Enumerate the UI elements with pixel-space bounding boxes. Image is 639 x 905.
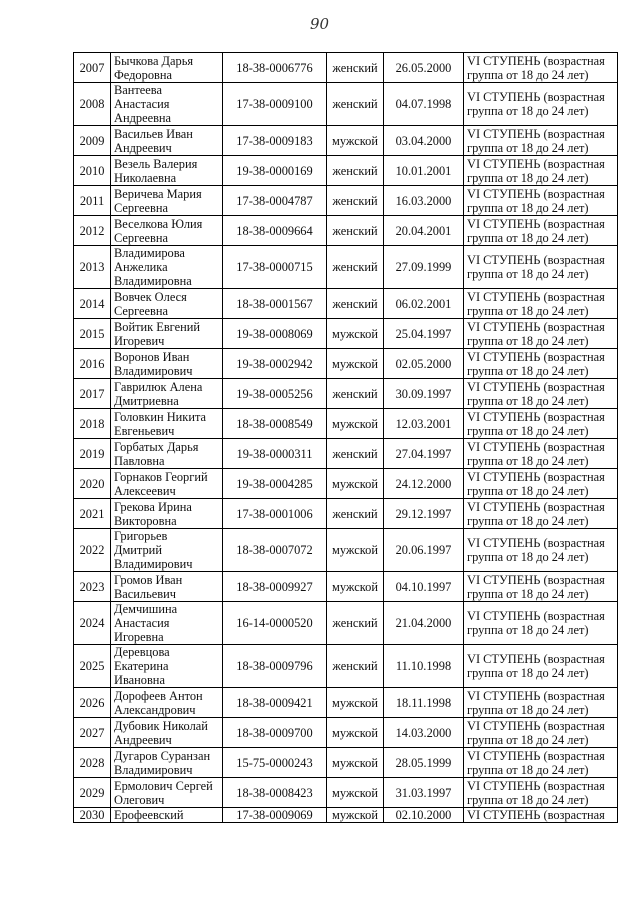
birth-date: 27.09.1999 — [384, 246, 464, 289]
sex-value: мужской — [327, 808, 384, 823]
row-number: 2018 — [74, 409, 111, 439]
level-value: VI СТУПЕНЬ (возрастная группа от 18 до 24 лет) — [464, 83, 618, 126]
level-value: VI СТУПЕНЬ (возрастная группа от 18 до 24 лет) — [464, 379, 618, 409]
sex-value: женский — [327, 83, 384, 126]
record-id: 18-38-0001567 — [223, 289, 327, 319]
sex-value: женский — [327, 216, 384, 246]
sex-value: женский — [327, 645, 384, 688]
person-name: Вовчек Олеся Сергеевна — [111, 289, 223, 319]
birth-date: 04.07.1998 — [384, 83, 464, 126]
birth-date: 29.12.1997 — [384, 499, 464, 529]
person-name: Воронов Иван Владимирович — [111, 349, 223, 379]
table-row — [74, 246, 618, 289]
person-name: Гаврилюк Алена Дмитриевна — [111, 379, 223, 409]
level-value: VI СТУПЕНЬ (возрастная группа от 18 до 24 лет) — [464, 216, 618, 246]
person-name: Грекова Ирина Викторовна — [111, 499, 223, 529]
birth-date: 06.02.2001 — [384, 289, 464, 319]
birth-date: 21.04.2000 — [384, 602, 464, 645]
sex-value: женский — [327, 156, 384, 186]
birth-date: 18.11.1998 — [384, 688, 464, 718]
table-row — [74, 289, 618, 319]
record-id: 19-38-0000169 — [223, 156, 327, 186]
birth-date: 24.12.2000 — [384, 469, 464, 499]
level-value: VI СТУПЕНЬ (возрастная группа от 18 до 24 лет) — [464, 688, 618, 718]
sex-value: женский — [327, 186, 384, 216]
person-name: Дубовик Николай Андреевич — [111, 718, 223, 748]
birth-date: 31.03.1997 — [384, 778, 464, 808]
level-value: VI СТУПЕНЬ (возрастная — [464, 808, 618, 823]
level-value: VI СТУПЕНЬ (возрастная группа от 18 до 24 лет) — [464, 156, 618, 186]
record-id: 18-38-0009796 — [223, 645, 327, 688]
record-id: 17-38-0009183 — [223, 126, 327, 156]
row-number: 2025 — [74, 645, 111, 688]
row-number: 2021 — [74, 499, 111, 529]
record-id: 17-38-0009069 — [223, 808, 327, 823]
record-id: 15-75-0000243 — [223, 748, 327, 778]
table-row — [74, 778, 618, 808]
birth-date: 20.04.2001 — [384, 216, 464, 246]
table-row — [74, 602, 618, 645]
sex-value: женский — [327, 439, 384, 469]
birth-date: 10.01.2001 — [384, 156, 464, 186]
table-row — [74, 319, 618, 349]
sex-value: женский — [327, 602, 384, 645]
person-name: Веричева Мария Сергеевна — [111, 186, 223, 216]
sex-value: мужской — [327, 469, 384, 499]
row-number: 2022 — [74, 529, 111, 572]
record-id: 18-38-0007072 — [223, 529, 327, 572]
record-id: 18-38-0009664 — [223, 216, 327, 246]
record-id: 18-38-0008549 — [223, 409, 327, 439]
row-number: 2026 — [74, 688, 111, 718]
level-value: VI СТУПЕНЬ (возрастная группа от 18 до 24 лет) — [464, 748, 618, 778]
birth-date: 25.04.1997 — [384, 319, 464, 349]
table-row — [74, 645, 618, 688]
birth-date: 16.03.2000 — [384, 186, 464, 216]
person-name: Веселкова Юлия Сергеевна — [111, 216, 223, 246]
level-value: VI СТУПЕНЬ (возрастная группа от 18 до 24 лет) — [464, 349, 618, 379]
row-number: 2029 — [74, 778, 111, 808]
person-name: Горнаков Георгий Алексеевич — [111, 469, 223, 499]
person-name: Деревцова Екатерина Ивановна — [111, 645, 223, 688]
table-row — [74, 126, 618, 156]
level-value: VI СТУПЕНЬ (возрастная группа от 18 до 24 лет) — [464, 778, 618, 808]
record-id: 17-38-0009100 — [223, 83, 327, 126]
table-row — [74, 499, 618, 529]
sex-value: женский — [327, 499, 384, 529]
level-value: VI СТУПЕНЬ (возрастная группа от 18 до 24 лет) — [464, 499, 618, 529]
level-value: VI СТУПЕНЬ (возрастная группа от 18 до 24 лет) — [464, 319, 618, 349]
record-id: 18-38-0008423 — [223, 778, 327, 808]
record-id: 18-38-0009700 — [223, 718, 327, 748]
row-number: 2028 — [74, 748, 111, 778]
level-value: VI СТУПЕНЬ (возрастная группа от 18 до 24 лет) — [464, 529, 618, 572]
registry-table — [73, 52, 618, 823]
record-id: 17-38-0004787 — [223, 186, 327, 216]
level-value: VI СТУПЕНЬ (возрастная группа от 18 до 24 лет) — [464, 289, 618, 319]
record-id: 19-38-0008069 — [223, 319, 327, 349]
level-value: VI СТУПЕНЬ (возрастная группа от 18 до 24 лет) — [464, 572, 618, 602]
table-row — [74, 808, 618, 823]
level-value: VI СТУПЕНЬ (возрастная группа от 18 до 24 лет) — [464, 53, 618, 83]
birth-date: 02.05.2000 — [384, 349, 464, 379]
birth-date: 20.06.1997 — [384, 529, 464, 572]
level-value: VI СТУПЕНЬ (возрастная группа от 18 до 24 лет) — [464, 246, 618, 289]
row-number: 2017 — [74, 379, 111, 409]
birth-date: 14.03.2000 — [384, 718, 464, 748]
table-row — [74, 439, 618, 469]
row-number: 2010 — [74, 156, 111, 186]
birth-date: 26.05.2000 — [384, 53, 464, 83]
row-number: 2027 — [74, 718, 111, 748]
table-row — [74, 409, 618, 439]
sex-value: мужской — [327, 529, 384, 572]
sex-value: мужской — [327, 349, 384, 379]
row-number: 2023 — [74, 572, 111, 602]
sex-value: мужской — [327, 319, 384, 349]
table-row — [74, 216, 618, 246]
sex-value: мужской — [327, 748, 384, 778]
table-row — [74, 83, 618, 126]
level-value: VI СТУПЕНЬ (возрастная группа от 18 до 24 лет) — [464, 439, 618, 469]
person-name: Головкин Никита Евгеньевич — [111, 409, 223, 439]
row-number: 2020 — [74, 469, 111, 499]
record-id: 17-38-0001006 — [223, 499, 327, 529]
sex-value: женский — [327, 289, 384, 319]
birth-date: 02.10.2000 — [384, 808, 464, 823]
person-name: Вантеева Анастасия Андреевна — [111, 83, 223, 126]
person-name: Дорофеев Антон Александрович — [111, 688, 223, 718]
row-number: 2024 — [74, 602, 111, 645]
row-number: 2015 — [74, 319, 111, 349]
row-number: 2014 — [74, 289, 111, 319]
birth-date: 27.04.1997 — [384, 439, 464, 469]
sex-value: мужской — [327, 778, 384, 808]
person-name: Григорьев Дмитрий Владимирович — [111, 529, 223, 572]
table-row — [74, 186, 618, 216]
row-number: 2016 — [74, 349, 111, 379]
registry-body — [74, 53, 618, 823]
birth-date: 30.09.1997 — [384, 379, 464, 409]
record-id: 19-38-0002942 — [223, 349, 327, 379]
sex-value: мужской — [327, 718, 384, 748]
sex-value: мужской — [327, 572, 384, 602]
row-number: 2009 — [74, 126, 111, 156]
person-name: Владимирова Анжелика Владимировна — [111, 246, 223, 289]
table-row — [74, 156, 618, 186]
level-value: VI СТУПЕНЬ (возрастная группа от 18 до 24 лет) — [464, 126, 618, 156]
person-name: Бычкова Дарья Федоровна — [111, 53, 223, 83]
row-number: 2013 — [74, 246, 111, 289]
table-row — [74, 379, 618, 409]
record-id: 17-38-0000715 — [223, 246, 327, 289]
person-name: Горбатых Дарья Павловна — [111, 439, 223, 469]
person-name: Дугаров Суранзан Владимирович — [111, 748, 223, 778]
record-id: 18-38-0009421 — [223, 688, 327, 718]
record-id: 16-14-0000520 — [223, 602, 327, 645]
page-number: 90 — [309, 15, 330, 33]
table-row — [74, 718, 618, 748]
sex-value: женский — [327, 246, 384, 289]
sex-value: женский — [327, 379, 384, 409]
table-row — [74, 688, 618, 718]
record-id: 18-38-0009927 — [223, 572, 327, 602]
sex-value: мужской — [327, 409, 384, 439]
person-name: Громов Иван Васильевич — [111, 572, 223, 602]
table-row — [74, 529, 618, 572]
level-value: VI СТУПЕНЬ (возрастная группа от 18 до 24 лет) — [464, 186, 618, 216]
birth-date: 12.03.2001 — [384, 409, 464, 439]
row-number: 2012 — [74, 216, 111, 246]
birth-date: 04.10.1997 — [384, 572, 464, 602]
row-number: 2030 — [74, 808, 111, 823]
person-name: Войтик Евгений Игоревич — [111, 319, 223, 349]
table-row — [74, 572, 618, 602]
record-id: 19-38-0005256 — [223, 379, 327, 409]
record-id: 19-38-0004285 — [223, 469, 327, 499]
table-row — [74, 469, 618, 499]
person-name: Ермолович Сергей Олегович — [111, 778, 223, 808]
birth-date: 03.04.2000 — [384, 126, 464, 156]
row-number: 2008 — [74, 83, 111, 126]
sex-value: мужской — [327, 688, 384, 718]
sex-value: женский — [327, 53, 384, 83]
person-name: Везель Валерия Николаевна — [111, 156, 223, 186]
record-id: 18-38-0006776 — [223, 53, 327, 83]
birth-date: 11.10.1998 — [384, 645, 464, 688]
row-number: 2019 — [74, 439, 111, 469]
level-value: VI СТУПЕНЬ (возрастная группа от 18 до 24 лет) — [464, 718, 618, 748]
level-value: VI СТУПЕНЬ (возрастная группа от 18 до 24 лет) — [464, 409, 618, 439]
person-name: Васильев Иван Андреевич — [111, 126, 223, 156]
level-value: VI СТУПЕНЬ (возрастная группа от 18 до 24 лет) — [464, 602, 618, 645]
sex-value: мужской — [327, 126, 384, 156]
birth-date: 28.05.1999 — [384, 748, 464, 778]
level-value: VI СТУПЕНЬ (возрастная группа от 18 до 24 лет) — [464, 469, 618, 499]
person-name: Ерофеевский — [111, 808, 223, 823]
level-value: VI СТУПЕНЬ (возрастная группа от 18 до 24 лет) — [464, 645, 618, 688]
row-number: 2007 — [74, 53, 111, 83]
record-id: 19-38-0000311 — [223, 439, 327, 469]
table-row — [74, 748, 618, 778]
person-name: Демчишина Анастасия Игоревна — [111, 602, 223, 645]
table-row — [74, 349, 618, 379]
table-row — [74, 53, 618, 83]
row-number: 2011 — [74, 186, 111, 216]
